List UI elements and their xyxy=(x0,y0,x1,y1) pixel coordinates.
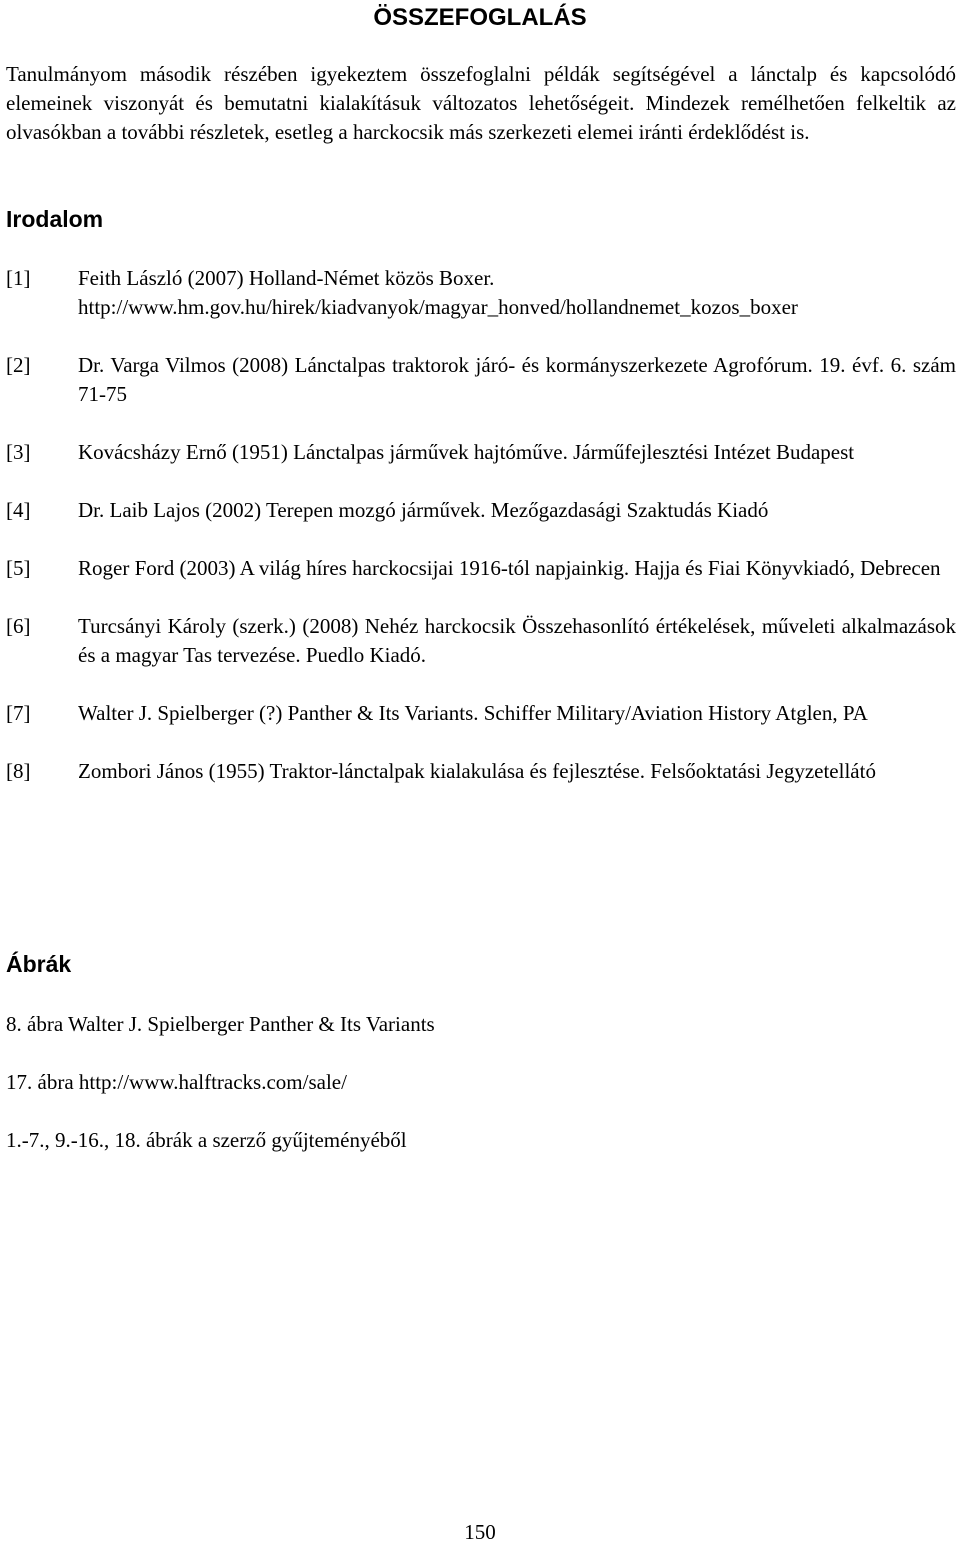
reference-number: [8] xyxy=(6,759,31,783)
summary-paragraph: Tanulmányom második részében igyekeztem összefoglalni példák segítségével a lánctalp és kapcsolódó elemeinek viszonyát és bemutatni kialakításuk változatos lehetőségeit. Mindezek remélhetően felkeltik az olvasókban a további részletek, esetleg a harckocsik más szerkezeti elemei iránti érdeklődést is. xyxy=(6,62,956,144)
reference-text: Dr. Laib Lajos (2002) Terepen mozgó járművek. Mezőgazdasági Szaktudás Kiadó xyxy=(78,498,769,522)
figure-credit-line: 17. ábra http://www.halftracks.com/sale/ xyxy=(6,1070,347,1094)
page-title: ÖSSZEFOGLALÁS xyxy=(373,4,587,31)
reference-number: [7] xyxy=(6,701,31,725)
reference-url-link[interactable]: http://www.hm.gov.hu/hirek/kiadvanyok/magyar_honved/hollandnemet_kozos_boxer xyxy=(78,295,798,319)
reference-item xyxy=(6,757,956,786)
reference-text: Roger Ford (2003) A világ híres harckocsijai 1916-tól napjainkig. Hajja és Fiai Könyvkiadó, Debrecen xyxy=(78,556,941,580)
reference-list xyxy=(6,264,956,815)
reference-item xyxy=(6,554,956,583)
reference-text: Zombori János (1955) Traktor-lánctalpak kialakulása és fejlesztése. Felsőoktatási Jegyzetellátó xyxy=(78,759,876,783)
reference-item xyxy=(6,438,956,467)
page-number: 150 xyxy=(464,1520,496,1544)
figure-credits xyxy=(6,1010,956,1184)
figures-heading: Ábrák xyxy=(6,951,72,977)
reference-item xyxy=(6,264,956,322)
reference-number: [2] xyxy=(6,353,31,377)
reference-text xyxy=(78,264,956,322)
reference-item xyxy=(6,612,956,670)
reference-item xyxy=(6,496,956,525)
reference-text: Walter J. Spielberger (?) Panther & Its Variants. Schiffer Military/Aviation History Atglen, PA xyxy=(78,701,868,725)
reference-number: [4] xyxy=(6,498,31,522)
reference-number: [3] xyxy=(6,440,31,464)
reference-number: [6] xyxy=(6,614,31,638)
reference-text: Dr. Varga Vilmos (2008) Lánctalpas traktorok járó- és kormányszerkezete Agrofórum. 19. évf. 6. szám 71-75 xyxy=(78,353,956,406)
figure-credit-line: 1.-7., 9.-16., 18. ábrák a szerző gyűjteményéből xyxy=(6,1128,407,1152)
figure-credit-line: 8. ábra Walter J. Spielberger Panther & Its Variants xyxy=(6,1012,435,1036)
reference-citation: Feith László (2007) Holland-Német közös Boxer. xyxy=(78,266,495,290)
literature-heading: Irodalom xyxy=(6,206,104,232)
reference-text: Turcsányi Károly (szerk.) (2008) Nehéz harckocsik Összehasonlító értékelések, műveleti alkalmazások és a magyar Tas tervezése. Puedlo Kiadó. xyxy=(78,614,956,667)
reference-number: [5] xyxy=(6,556,31,580)
reference-item xyxy=(6,699,956,728)
reference-item xyxy=(6,351,956,409)
reference-number: [1] xyxy=(6,266,31,290)
reference-text: Kovácsházy Ernő (1951) Lánctalpas járművek hajtóműve. Járműfejlesztési Intézet Budapest xyxy=(78,440,855,464)
